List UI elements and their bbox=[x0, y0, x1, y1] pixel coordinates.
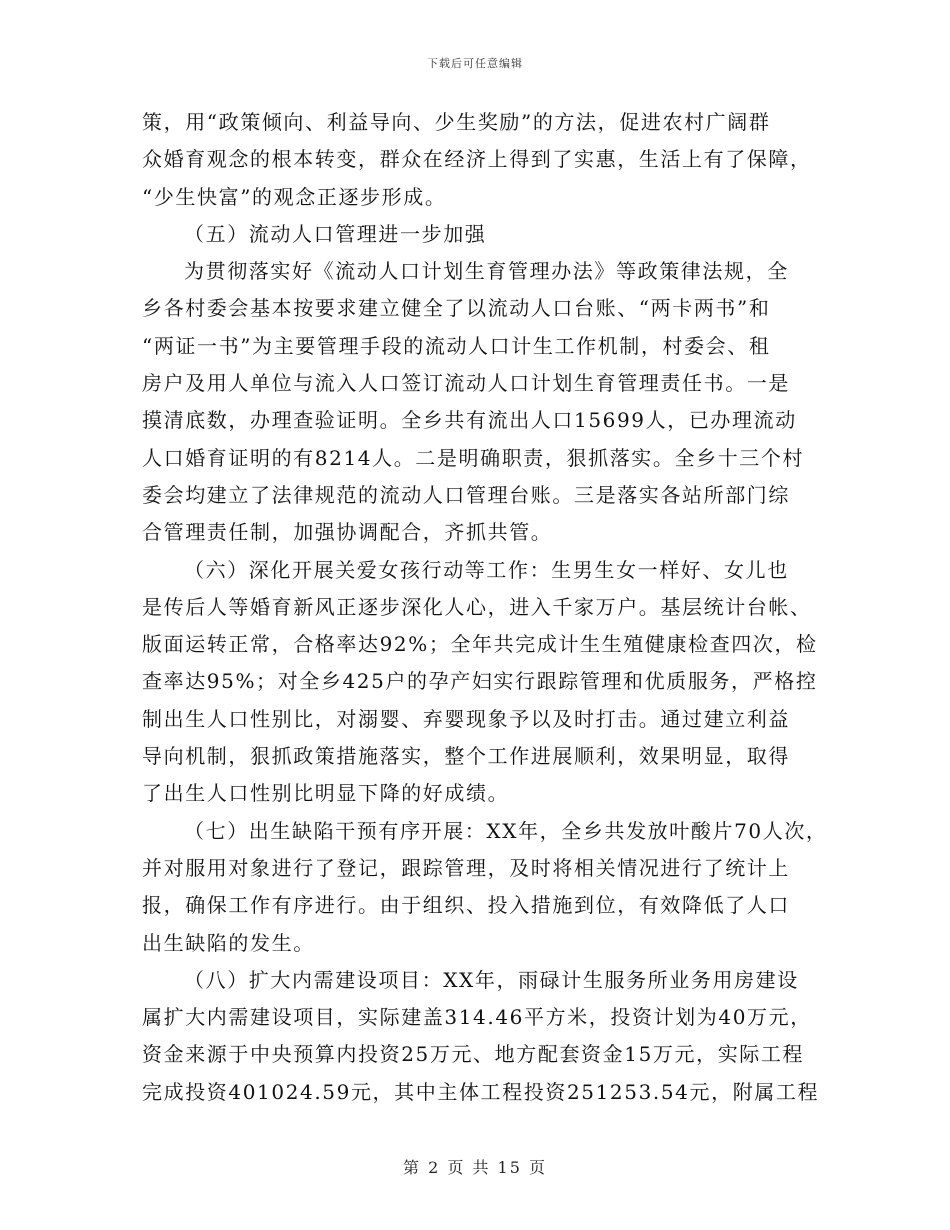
text-line: 众婚育观念的根本转变，群众在经济上得到了实惠，生活上有了保障， bbox=[142, 147, 812, 172]
text-line: 版面运转正常，合格率达92%；全年共完成计生生殖健康检查四次，检 bbox=[142, 632, 818, 657]
text-line: 委会均建立了法律规范的流动人口管理台账。三是落实各站所部门综 bbox=[142, 482, 790, 507]
text-line: 完成投资401024.59元，其中主体工程投资251253.54元，附属工程 bbox=[142, 1079, 820, 1104]
text-line: （八）扩大内需建设项目：XX年，雨碌计生服务所业务用房建设 bbox=[184, 967, 799, 992]
document-body bbox=[142, 104, 828, 1111]
text-line: 属扩大内需建设项目，实际建盖314.46平方米，投资计划为40万元， bbox=[142, 1005, 812, 1030]
text-line: 合管理责任制，加强协调配合，齐抓共管。 bbox=[142, 520, 553, 545]
text-line: 出生缺陷的发生。 bbox=[142, 930, 315, 955]
text-line: 查率达95%；对全乡425户的孕产妇实行跟踪管理和优质服务，严格控 bbox=[142, 669, 818, 694]
text-line: 为贯彻落实好《流动人口计划生育管理办法》等政策律法规，全 bbox=[184, 259, 789, 284]
text-line: 房户及用人单位与流入人口签订流动人口计划生育管理责任书。一是 bbox=[142, 371, 790, 396]
text-line: （七）出生缺陷干预有序开展：XX年，全乡共发放叶酸片70人次， bbox=[184, 818, 828, 843]
page-number-footer: 第 2 页 共 15 页 bbox=[403, 1158, 547, 1177]
text-line: 报，确保工作有序进行。由于组织、投入措施到位，有效降低了人口 bbox=[142, 893, 790, 918]
text-line: “两证一书”为主要管理手段的流动人口计生工作机制，村委会、租 bbox=[142, 333, 771, 358]
text-line: 资金来源于中央预算内投资25万元、地方配套资金15万元，实际工程 bbox=[142, 1042, 805, 1067]
text-line: 并对服用对象进行了登记，跟踪管理，及时将相关情况进行了统计上 bbox=[142, 855, 790, 880]
text-line: 了出生人口性别比明显下降的好成绩。 bbox=[142, 781, 510, 806]
text-line: （六）深化开展关爱女孩行动等工作：生男生女一样好、女儿也 bbox=[184, 557, 789, 582]
page-header-note: 下载后可任意编辑 bbox=[427, 57, 523, 70]
text-line: 是传后人等婚育新风正逐步深化人心，进入千家万户。基层统计台帐、 bbox=[142, 594, 812, 619]
text-line: 导向机制，狠抓政策措施落实，整个工作进展顺利，效果明显，取得 bbox=[142, 744, 790, 769]
text-line: 人口婚育证明的有8214人。二是明确职责，狠抓落实。全乡十三个村 bbox=[142, 445, 805, 470]
text-line: “少生快富”的观念正逐步形成。 bbox=[142, 184, 447, 209]
text-line: 摸清底数，办理查验证明。全乡共有流出人口15699人，已办理流动 bbox=[142, 408, 797, 433]
text-line: 乡各村委会基本按要求建立健全了以流动人口台账、“两卡两书”和 bbox=[142, 296, 771, 321]
text-line: 制出生人口性别比，对溺婴、弃婴现象予以及时打击。通过建立利益 bbox=[142, 706, 790, 731]
text-line: 策，用“政策倾向、利益导向、少生奖励”的方法，促进农村广阔群 bbox=[142, 110, 771, 134]
text-line: （五）流动人口管理进一步加强 bbox=[184, 221, 487, 246]
